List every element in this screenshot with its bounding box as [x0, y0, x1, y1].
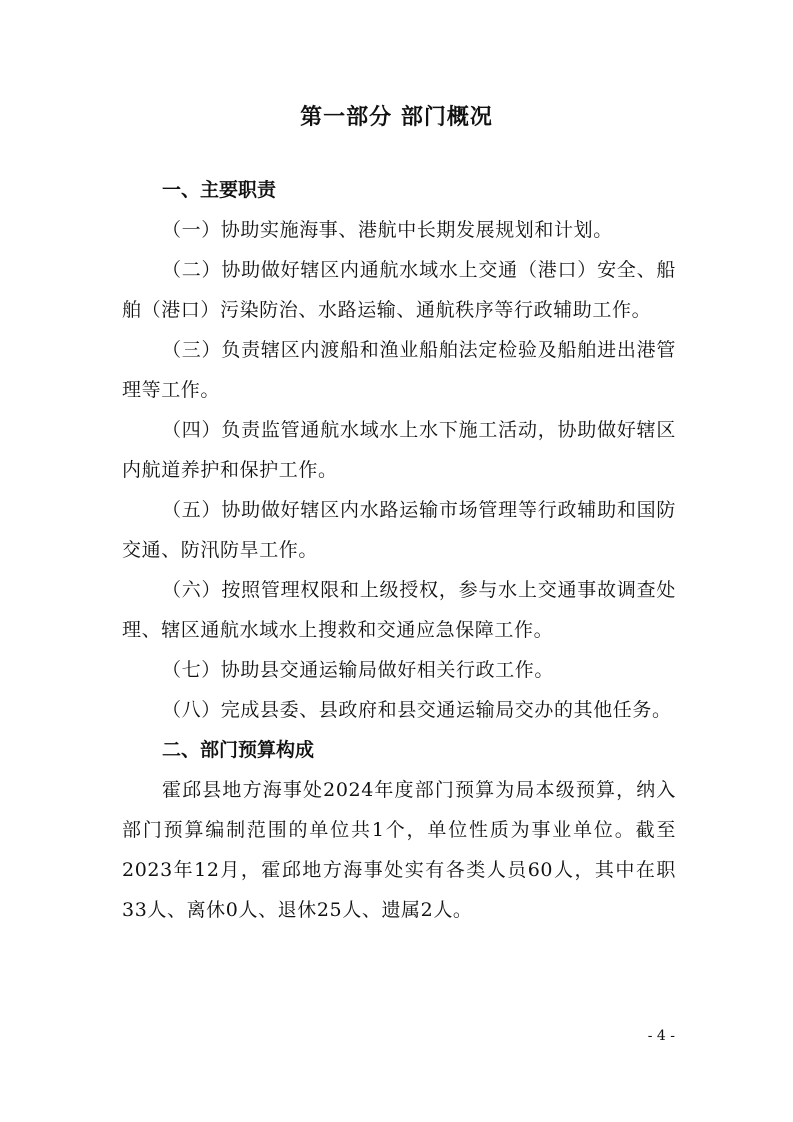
duty-item-2: （二）协助做好辖区内通航水域水上交通（港口）安全、船舶（港口）污染防治、水路运输、通航秩序等行政辅助工作。 — [122, 259, 676, 321]
section-heading-main-duties: 一、主要职责 — [162, 179, 277, 201]
page-number: - 4 - — [647, 1028, 675, 1044]
duty-item-5: （五）协助做好辖区内水路运输市场管理等行政辅助和国防交通、防汛防旱工作。 — [122, 499, 676, 561]
duty-item-6: （六）按照管理权限和上级授权，参与水上交通事故调查处理、辖区通航水域水上搜救和交通应急保障工作。 — [122, 579, 676, 641]
duty-item-4: （四）负责监管通航水域水上水下施工活动，协助做好辖区内航道养护和保护工作。 — [122, 419, 676, 481]
duty-item-8: （八）完成县委、县政府和县交通运输局交办的其他任务。 — [162, 699, 672, 721]
duty-item-3: （三）负责辖区内渡船和渔业船舶法定检验及船舶进出港管理等工作。 — [122, 339, 676, 401]
duty-item-7: （七）协助县交通运输局做好相关行政工作。 — [162, 659, 555, 681]
page-title: 第一部分 部门概况 — [300, 105, 493, 130]
budget-composition-paragraph: 霍邱县地方海事处2024年度部门预算为局本级预算，纳入部门预算编制范围的单位共1个，单位性质为事业单位。截至2023年12月，霍邱地方海事处实有各类人员60人，其中在职33人、离休0人、退休25人、遗属2人。 — [122, 779, 676, 921]
duty-item-1: （一）协助实施海事、港航中长期发展规划和计划。 — [162, 219, 613, 241]
section-heading-budget-composition: 二、部门预算构成 — [162, 739, 315, 761]
document-body — [122, 170, 676, 930]
